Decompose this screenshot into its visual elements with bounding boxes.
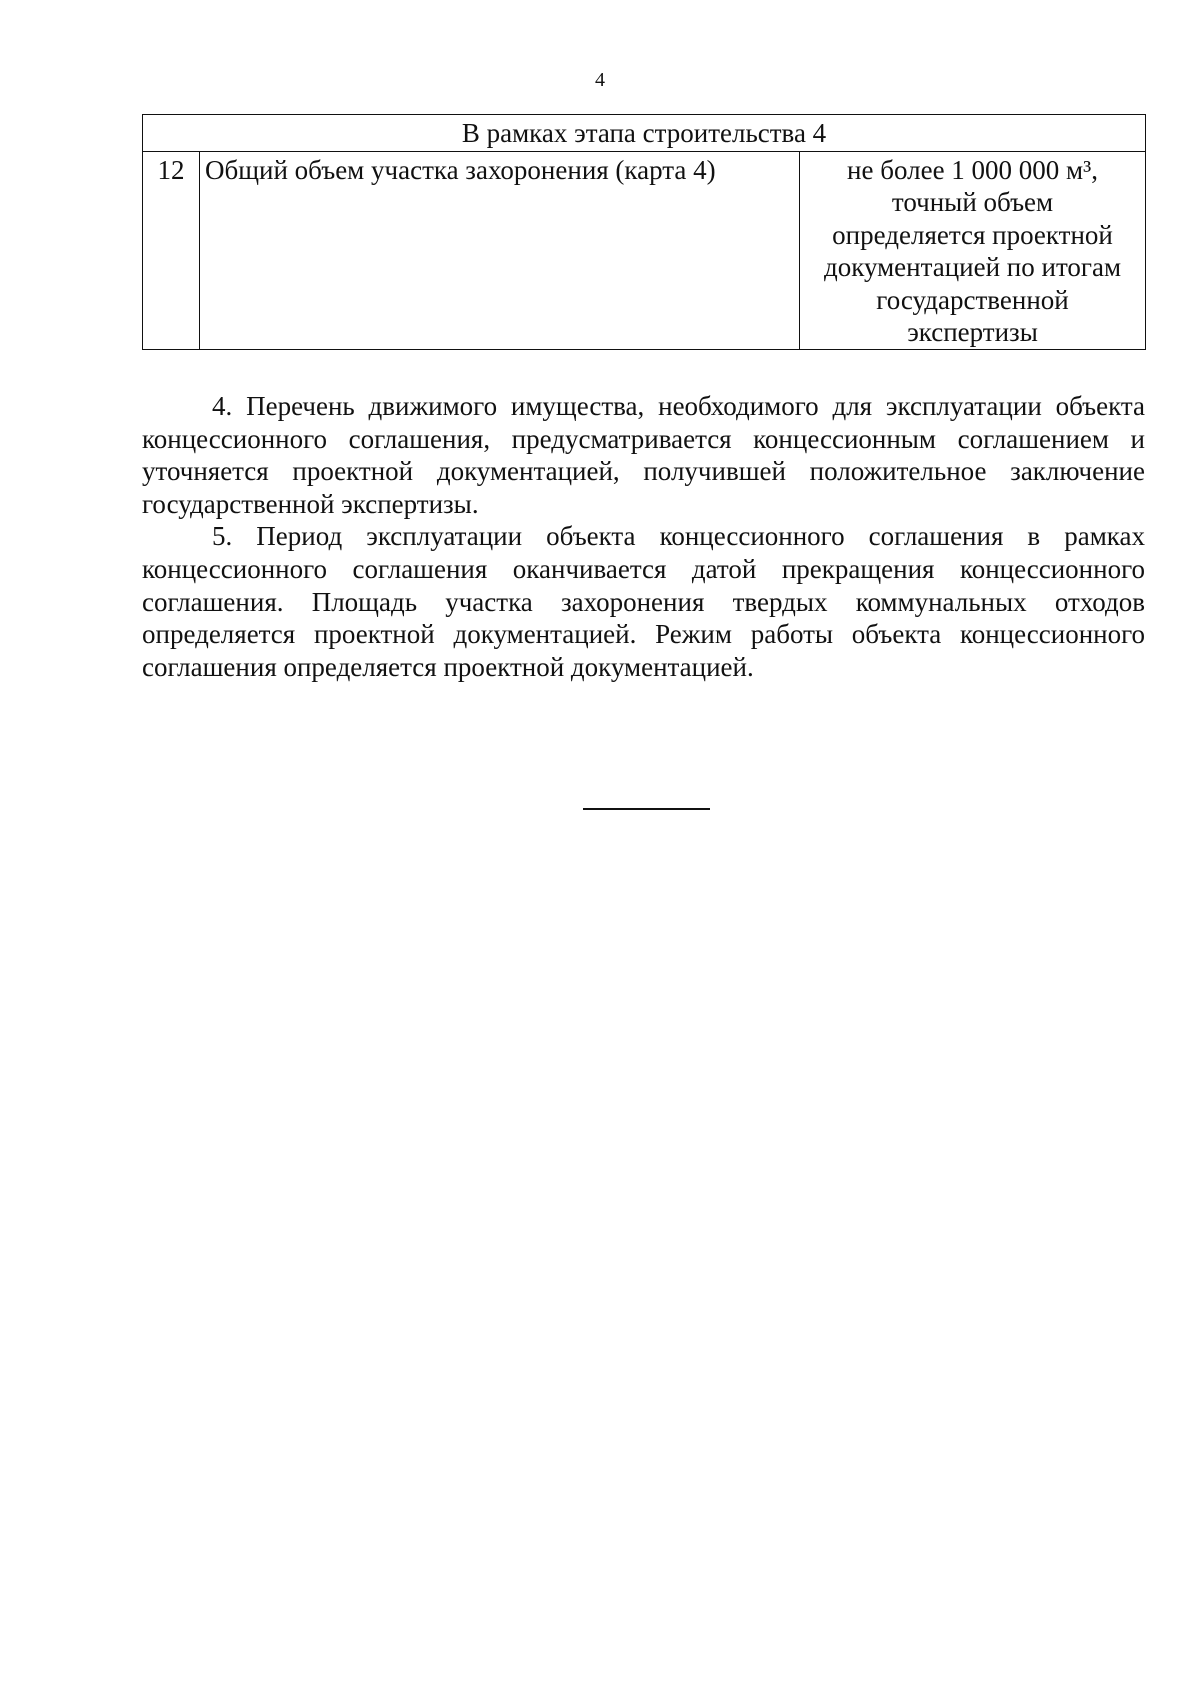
paragraph-4: 4. Перечень движимого имущества, необходимого для эксплуатации объекта концессионного соглашения, предусматривается концессионным соглашением и уточняется проектной документацией, получившей положительное заключение государственной экспертизы. bbox=[142, 391, 1145, 519]
paragraph-5: 5. Период эксплуатации объекта концессионного соглашения в рамках концессионного соглашения оканчивается датой прекращения концессионного соглашения. Площадь участка захоронения твердых коммунальных отходов определяется проектной документацией. Режим работы объекта концессионного соглашения определяется проектной документацией. bbox=[142, 521, 1145, 682]
body-text bbox=[142, 390, 1145, 683]
value-line: точный объем bbox=[891, 187, 1054, 217]
value-line: определяется проектной bbox=[832, 219, 1113, 250]
table-row bbox=[143, 151, 1146, 349]
row-value-cell bbox=[800, 151, 1146, 349]
value-line: государственной bbox=[876, 284, 1069, 315]
end-of-document-line bbox=[583, 808, 710, 810]
page-number: 4 bbox=[595, 69, 605, 91]
value-line: не более 1 000 000 м³, bbox=[847, 154, 1098, 185]
table-section-title: В рамках этапа строительства 4 bbox=[143, 115, 1146, 152]
document-table bbox=[142, 114, 1146, 350]
value-line: документацией по итогам bbox=[823, 252, 1122, 282]
row-name-cell: Общий объем участка захоронения (карта 4) bbox=[200, 151, 800, 349]
table-section-row bbox=[143, 115, 1146, 152]
row-number-cell: 12 bbox=[143, 151, 200, 349]
value-line: экспертизы bbox=[907, 317, 1038, 347]
